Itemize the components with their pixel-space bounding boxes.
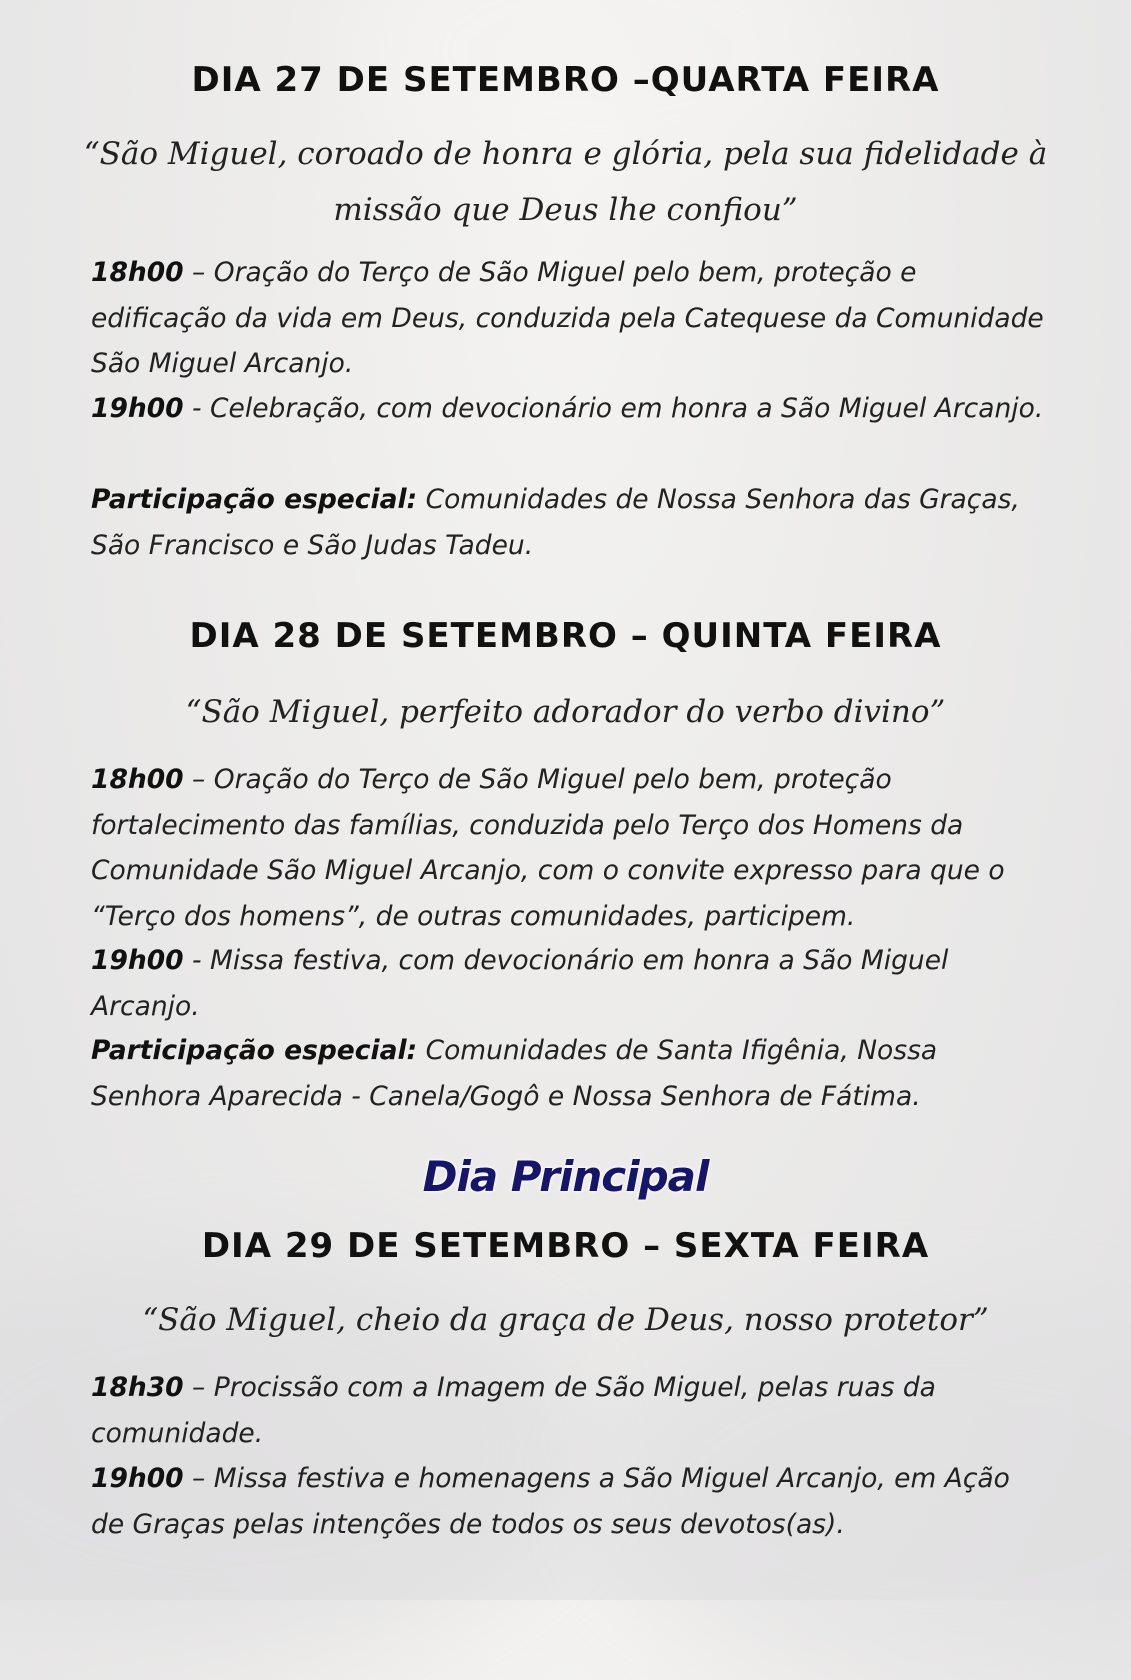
item-text: - Missa festiva, com devocionário em honra a São Miguel Arcanjo. <box>91 945 949 1022</box>
schedule-item <box>91 1028 1051 1119</box>
day-quote: “São Miguel, cheio da graça de Deus, nosso protetor” <box>142 1302 989 1338</box>
item-label: 18h30 <box>91 1372 184 1403</box>
item-label: Participação especial: <box>91 484 418 515</box>
schedule-item <box>91 477 1051 568</box>
item-text: - Celebração, com devocionário em honra a São Miguel Arcanjo. <box>183 393 1044 424</box>
item-text: – Missa festiva e homenagens a São Miguel Arcanjo, em Ação de Graças pelas intenções de todos os seus devotos(as). <box>91 1463 1010 1540</box>
item-text: – Oração do Terço de São Miguel pelo bem, proteção e edificação da vida em Deus, conduzida pela Catequese da Comunidade São Miguel Arcanjo. <box>91 257 1044 379</box>
day-heading: DIA 27 DE SETEMBRO –QUARTA FEIRA <box>191 60 940 100</box>
item-label: 19h00 <box>91 945 184 976</box>
item-text: Comunidades de Nossa Senhora das Graças, São Francisco e São Judas Tadeu. <box>91 484 1020 561</box>
schedule-item <box>91 1365 1051 1456</box>
schedule-item <box>91 250 1051 387</box>
main-day-subtitle: Dia Principal <box>422 1152 709 1201</box>
item-label: 18h00 <box>91 257 184 288</box>
schedule-item <box>91 938 1051 1029</box>
day-heading: DIA 29 DE SETEMBRO – SEXTA FEIRA <box>201 1226 930 1266</box>
item-label: 19h00 <box>91 1463 184 1494</box>
day-quote: “São Miguel, perfeito adorador do verbo divino” <box>185 694 946 730</box>
item-label: 19h00 <box>91 393 184 424</box>
schedule-item <box>91 757 1051 939</box>
item-text: Comunidades de Santa Ifigênia, Nossa Senhora Aparecida - Canela/Gogô e Nossa Senhora de Fátima. <box>91 1035 938 1112</box>
item-text: – Oração do Terço de São Miguel pelo bem, proteção fortalecimento das famílias, conduzida pelo Terço dos Homens da Comunidade São Miguel Arcanjo, com o convite expresso para que o “Terço dos homens”, de outras comunidades, participem. <box>91 764 1005 932</box>
day-heading: DIA 28 DE SETEMBRO – QUINTA FEIRA <box>189 616 942 656</box>
item-label: 18h00 <box>91 764 184 795</box>
item-label: Participação especial: <box>91 1035 418 1066</box>
schedule-item <box>91 1456 1051 1547</box>
day-quote: “São Miguel, coroado de honra e glória, pela sua fidelidade à missão que Deus lhe confiou” <box>83 136 1048 228</box>
schedule-item <box>91 386 1051 432</box>
item-text: – Procissão com a Imagem de São Miguel, pelas ruas da comunidade. <box>91 1372 936 1449</box>
